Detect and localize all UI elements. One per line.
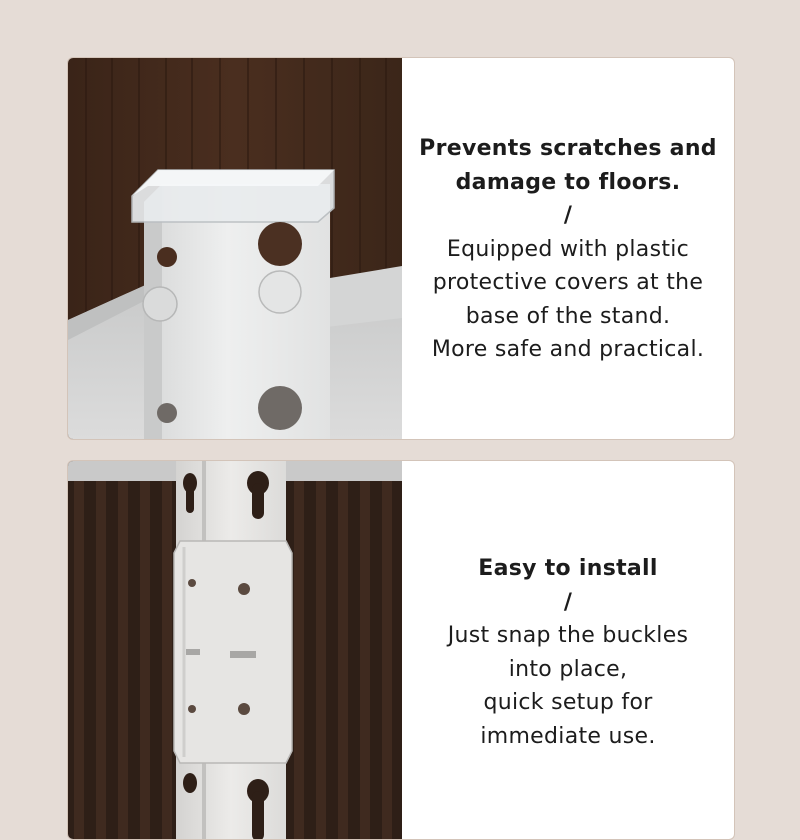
feature-card-floor-protection (67, 57, 735, 440)
feature-heading-line: Easy to install (478, 556, 658, 581)
feature-card-easy-install (67, 460, 735, 840)
feature-separator: / (563, 589, 573, 615)
feature-heading-line: damage to floors. (455, 169, 681, 195)
shelf-post-plastic-cap-photo (68, 58, 402, 439)
feature-body-line: quick setup for (483, 690, 653, 715)
feature-body-line: protective covers at the (432, 270, 704, 295)
feature-description (402, 552, 734, 753)
shelf-post-buckle-photo (68, 461, 402, 839)
feature-body-line: immediate use. (480, 723, 656, 749)
feature-heading-line: Prevents scratches and (419, 136, 717, 161)
feature-body-line: into place, (508, 656, 628, 682)
feature-separator: / (563, 203, 573, 228)
feature-body-line: Equipped with plastic (446, 236, 690, 262)
feature-description (402, 132, 734, 367)
feature-body-line: Just snap the buckles (447, 623, 689, 648)
feature-body-line: base of the stand. (465, 303, 671, 329)
feature-body-line: More safe and practical. (431, 337, 705, 362)
